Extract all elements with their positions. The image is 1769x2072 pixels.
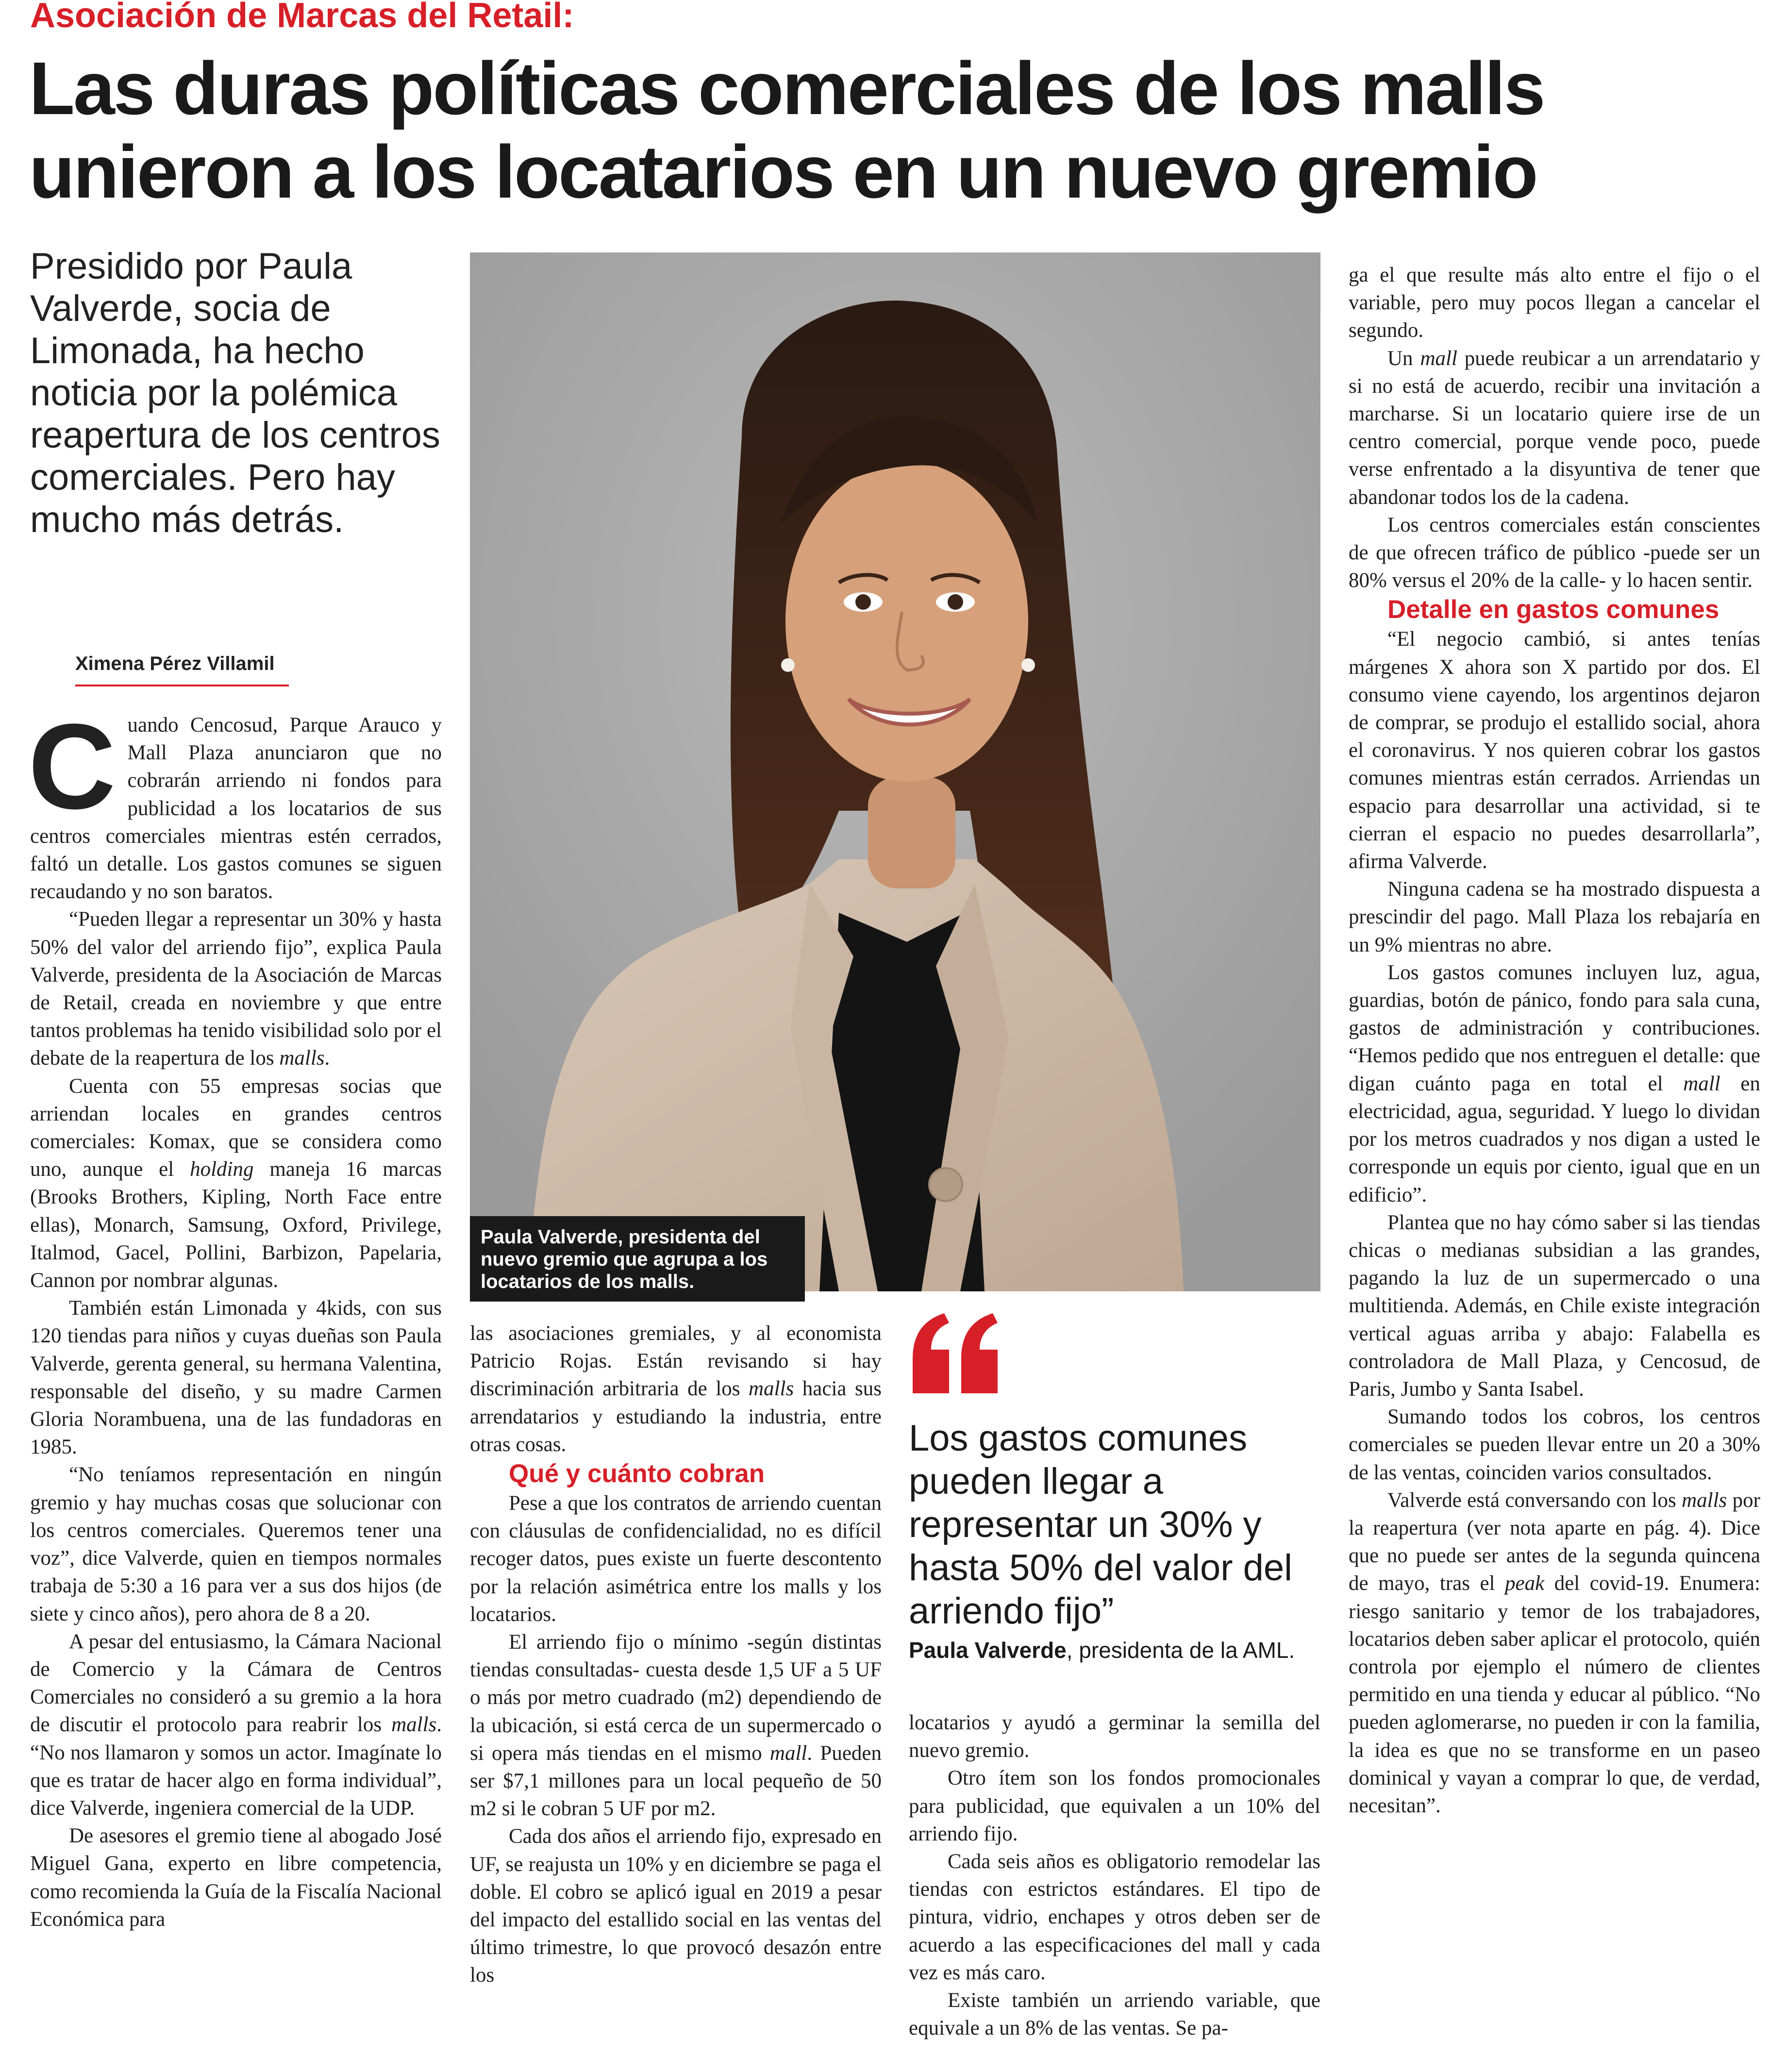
article-paragraph: “Pueden llegar a representar un 30% y hasta 50% del valor del arriendo fijo”, explica Paula Valverde, presidenta de la Asociación de Marcas de Retail, creada en noviembre y que entre tantos problemas ha tenido visibilidad solo por el debate de la reapertura de los malls. [30,908,442,1070]
article-paragraph: las asociaciones gremiales, y al economista Patricio Rojas. Están revisando si hay discriminación arbitraria de los malls hacia sus arrendatarios y estudiando la industria, entre otras cosas. [470,1322,882,1456]
article-paragraph: Los gastos comunes incluyen luz, agua, guardias, botón de pánico, fondo para sala cuna, gastos de administración y contribuciones. “Hemos pedido que nos entreguen el detalle: que digan cuánto paga en total el mall en electricidad, agua, seguridad. Y luego lo dividan por los metros cuadrados y nos digan a usted le corresponde un equis por ciento, igual que en un edificio”. [1349,961,1760,1206]
article-paragraph: locatarios y ayudó a germinar la semilla del nuevo gremio. [909,1711,1320,1762]
article-paragraph: Sumando todos los cobros, los centros comerciales se pueden llevar entre un 20 a 30% de las ventas, coinciden varios consultados. [1349,1405,1760,1484]
article-paragraph: Cada dos años el arriendo fijo, expresado en UF, se reajusta un 10% y en diciembre se paga el doble. El cobro se aplicó igual en 2019 a pesar del impacto del estallido social en las ventas del último trimestre, lo que provocó desazón entre los [470,1825,882,1987]
article-paragraph: También están Limonada y 4kids, con sus 120 tiendas para niños y cuyas dueñas son Paula Valverde, gerenta general, su hermana Valentina, responsable del diseño, y su madre Carmen Gloria Norambuena, una de las fundadoras en 1985. [30,1297,442,1459]
article-paragraph: “No teníamos representación en ningún gremio y hay muchas cosas que solucionar con los centros comerciales. Queremos tener una voz”, dice Valverde, quien en tiempos normales trabaja de 5:30 a 16 para ver a sus dos hijos (de siete y cinco años), pero ahora de 8 a 20. [30,1463,442,1625]
article-paragraph: Cuenta con 55 empresas socias que arriendan locales en grandes centros comerciales: Komax, que se considera como uno, aunque el holding maneja 16 marcas (Brooks Brothers, Kipling, North Face entre ellas), Monarch, Samsung, Oxford, Privilege, Italmod, Gacel, Pollini, Barbizon, Papelaria, Cannon por nombrar algunas. [30,1074,442,1292]
article-paragraph: Los centros comerciales están conscientes de que ofrecen tráfico de público -puede ser un 80% versus el 20% de la calle- y lo hacen sentir. [1349,513,1760,592]
article-paragraph: ga el que resulte más alto entre el fijo o el variable, pero muy pocos llegan a cancelar el segundo. [1349,264,1760,342]
article-paragraph: De asesores el gremio tiene al abogado José Miguel Gana, experto en libre competencia, como recomienda la Guía de la Fiscalía Nacional Económica para [30,1824,442,1931]
article-paragraph: Plantea que no hay cómo saber si las tiendas chicas o medianas subsidian a las grandes, pagando la luz de un supermercado o una multitienda. Además, en Chile existe integración vertical aguas arriba y abajo: Falabella es controladora de Mall Plaza, y Cencosud, de Paris, Jumbo y Santa Isabel. [1349,1211,1760,1401]
drop-cap: C [28,699,116,834]
article-paragraph: Pese a que los contratos de arriendo cuentan con cláusulas de confidencialidad, no es difícil recoger datos, pues existe un fuerte descontento por la relación asimétrica entre los malls y los locatarios. [470,1492,882,1626]
article-paragraph: Un mall puede reubicar a un arrendatario y si no está de acuerdo, recibir una invitación a marcharse. Si un locatario quiere irse de un centro comercial, porque vende poco, puede verse enfrentado a la disyuntiva de tener que abandonar todos los de la cadena. [1349,347,1760,509]
headline [29,47,1757,214]
article-column-1 [28,699,442,2066]
article-paragraph: Existe también un arriendo variable, que equivale a un 8% de las ventas. Se pa- [909,1989,1320,2040]
portrait-illustration [470,252,1320,1291]
byline: Ximena Pérez Villamil [75,653,275,674]
pull-quote-name: Paula Valverde [909,1638,1067,1663]
article-column-3 [909,1709,1320,2068]
headline-line-1: Las duras políticas comerciales de los malls [29,47,1544,130]
article-paragraph: Valverde está conversando con los malls por la reapertura (ver nota aparte en pág. 4). Dice que no puede ser antes de la segunda quincena de mayo, tras el peak del covid-19. Enumera: riesgo sanitario y temor de los trabajadores, locatarios deben saber aplicar el protocolo, quién controla por ejemplo el número de clientes permitido en una tienda y educar al público. “No pueden aglomerarse, no pueden ir con la familia, la idea es que no se transforme en un paseo dominical y vayan a comprar lo que, de verdad, necesitan”. [1349,1488,1760,1817]
pull-quote-role: , presidenta de la AML. [1066,1638,1295,1663]
section-kicker: Asociación de Marcas del Retail: [30,0,574,35]
article-paragraph: Ninguna cadena se ha mostrado dispuesta a prescindir del pago. Mall Plaza los rebajaría en un 9% mientras no abre. [1349,878,1760,956]
subhead-detalle-en-gastos-comunes: Detalle en gastos comunes [1387,595,1719,624]
byline-rule [75,685,289,686]
article-paragraph: “El negocio cambió, si antes tenías márgenes X ahora son X partido por dos. El consumo viene cayendo, los argentinos dejaron de comprar, se produjo el estallido social, ahora el coronavirus. Y nos quieren cobrar los gastos comunes mientras están cerrados. Arriendas un espacio para desarrollar una actividad, si te cierran el espacio no puedes desarrollarla”, afirma Valverde. [1349,628,1760,873]
quote-mark-icon [908,1311,1005,1398]
pull-quote: Los gastos comunes pueden llegar a representar un 30% y hasta 50% del valor del arriendo fijo” [909,1418,1293,1632]
article-paragraph: Otro ítem son los fondos promocionales para publicidad, que equivalen a un 10% del arriendo fijo. [909,1767,1320,1845]
headline-line-2: unieron a los locatarios en un nuevo gremio [29,130,1537,214]
article-paragraph: Cuando Cencosud, Parque Arauco y Mall Plaza anunciaron que no cobrarán arriendo ni fondos para publicidad a los locatarios de sus centros comerciales mientras estén cerrados, faltó un detalle. Los gastos comunes se siguen recaudando y no son baratos. [28,699,442,903]
photo-caption: Paula Valverde, presidenta del nuevo gremio que agrupa a los locatarios de los malls. [470,1216,805,1302]
article-paragraph: Cada seis años es obligatorio remodelar las tiendas con estrictos estándares. El tipo de pintura, vidrio, enchapes y otros deben ser de acuerdo a las especificaciones del mall y cada vez es más caro. [909,1850,1320,1984]
portrait-photo [470,252,1320,1291]
article-paragraph: El arriendo fijo o mínimo -según distintas tiendas consultadas- cuesta desde 1,5 UF a 5 UF o más por metro cuadrado (m2) dependiendo de la ubicación, si está cerca de un supermercado o si opera más tiendas en el mismo mall. Pueden ser $7,1 millones para un local pequeño de 50 m2 si le cobran 5 UF por m2. [470,1631,882,1821]
article-column-2 [470,1320,882,2067]
subhead-que-y-cuanto-cobran: Qué y cuánto cobran [509,1459,765,1488]
pull-quote-attribution [909,1637,1326,1663]
article-paragraph: A pesar del entusiasmo, la Cámara Nacional de Comercio y la Cámara de Centros Comerciales no consideró a su gremio a la hora de discutir el protocolo para reabrir los malls. “No nos llamaron y somos un actor. Imagínate lo que es tratar de hacer algo en forma individual”, dice Valverde, ingeniera comercial de la UDP. [30,1630,442,1820]
lede: Presidido por Paula Valverde, socia de Limonada, ha hecho noticia por la polémica reapertura de los centros comerciales. Pero hay mucho más detrás. [30,246,440,540]
article-column-4 [1349,261,1760,2067]
